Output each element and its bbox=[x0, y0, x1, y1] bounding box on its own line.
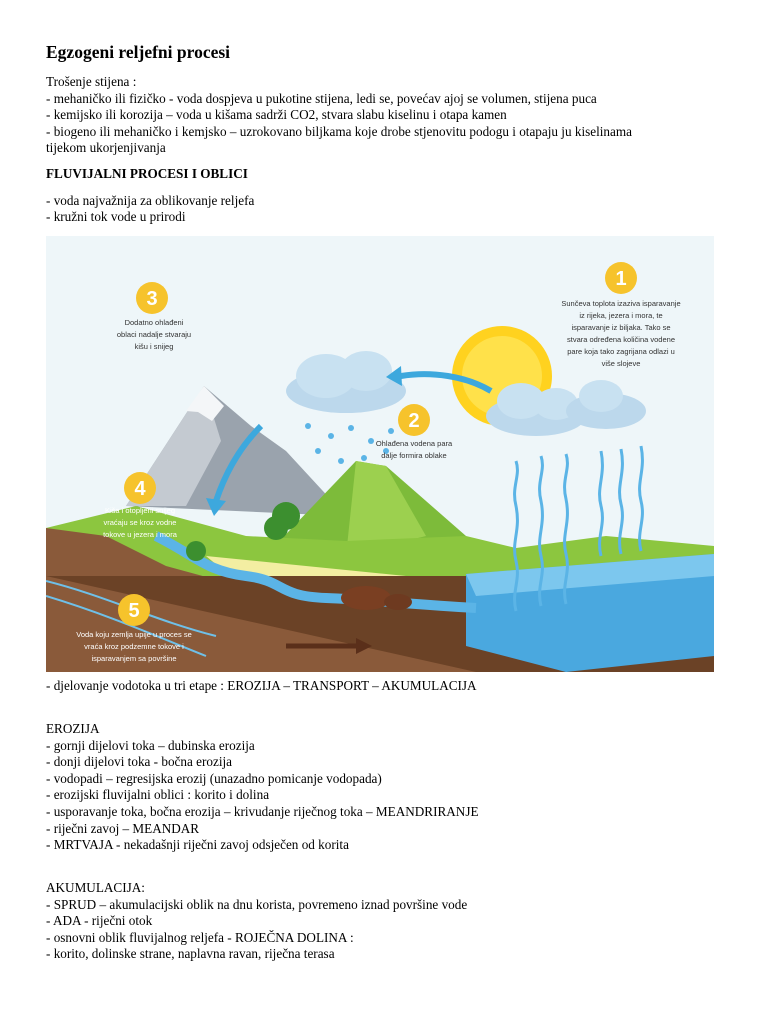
erosion-item: - vodopadi – regresijska erozij (unazadno pomicanje vodopada) bbox=[46, 770, 382, 786]
accumulation-item: - ADA - riječni otok bbox=[46, 913, 153, 929]
rock bbox=[341, 586, 391, 610]
water-cycle-diagram bbox=[46, 236, 714, 672]
svg-text:vraćaju se kroz vodne: vraćaju se kroz vodne bbox=[103, 518, 177, 527]
fluvial-item: - kružni tok vode u prirodi bbox=[46, 209, 186, 225]
svg-text:stvara određena količina voden: stvara određena količina vodene bbox=[567, 335, 675, 344]
svg-text:isparavanje iz biljaka. Tako s: isparavanje iz biljaka. Tako se bbox=[571, 323, 671, 332]
svg-text:5: 5 bbox=[128, 600, 140, 622]
fluvial-item: - voda najvažnija za oblikovanje reljefa bbox=[46, 192, 255, 208]
fluvial-section bbox=[46, 166, 254, 226]
step-badge bbox=[124, 472, 156, 504]
step-5-caption bbox=[76, 630, 192, 663]
svg-text:tokove u jezera i mora: tokove u jezera i mora bbox=[103, 530, 177, 539]
erosion-item: - erozijski fluvijalni oblici : korito i dolina bbox=[46, 787, 270, 803]
svg-text:vraća kroz podzemne tokove i: vraća kroz podzemne tokove i bbox=[84, 642, 184, 651]
erosion-item: - riječni zavoj – MEANDAR bbox=[46, 820, 200, 836]
step-badge bbox=[136, 282, 168, 314]
erosion-item: - gornji dijelovi toka – dubinska erozija bbox=[46, 737, 255, 753]
intro-item: - kemijsko ili korozija – voda u kišama sadrži CO2, stvara slabu kiselinu i otapa kamen bbox=[46, 107, 507, 123]
intro-label: Trošenje stijena : bbox=[46, 74, 137, 89]
fluvial-heading: FLUVIJALNI PROCESI I OBLICI bbox=[46, 166, 248, 181]
erosion-item: - usporavanje toka, bočna erozija – krivudanje riječnog toka – MEANDRIRANJE bbox=[46, 803, 479, 819]
svg-text:2: 2 bbox=[408, 410, 420, 432]
svg-text:pare koja tako zagrijana odlaz: pare koja tako zagrijana odlazi u bbox=[567, 347, 675, 356]
svg-text:Voda koju zemlja upije u proce: Voda koju zemlja upije u proces se bbox=[76, 630, 192, 639]
svg-text:više slojeve: više slojeve bbox=[601, 359, 641, 368]
step-badge bbox=[398, 404, 430, 436]
rock bbox=[384, 594, 412, 610]
accumulation-item: - SPRUD – akumulacijski oblik na dnu korista, povremeno iznad površine vode bbox=[46, 896, 468, 912]
svg-text:Kiša i otopljeni snijeg: Kiša i otopljeni snijeg bbox=[104, 506, 176, 515]
accumulation-item: - korito, dolinske strane, naplavna ravan, riječna terasa bbox=[46, 946, 335, 962]
erosion-item: - donji dijelovi toka - bočna erozija bbox=[46, 754, 233, 770]
step-badge bbox=[118, 594, 150, 626]
bush-icon bbox=[186, 541, 206, 561]
svg-text:kišu i snijeg: kišu i snijeg bbox=[134, 342, 174, 351]
intro-item: - mehaničko ili fizičko - voda dospjeva u pukotine stijena, ledi se, povećav ajoj se volumen, stijena puca bbox=[46, 90, 597, 106]
svg-text:3: 3 bbox=[146, 288, 158, 310]
accumulation-item: - osnovni oblik fluvijalnog reljefa - ROJEČNA DOLINA : bbox=[46, 929, 354, 945]
erosion-item: - MRTVAJA - nekadašnji riječni zavoj odsječen od korita bbox=[46, 837, 349, 853]
svg-text:dalje formira oblake: dalje formira oblake bbox=[381, 451, 447, 460]
svg-text:oblaci nadalje stvaraju: oblaci nadalje stvaraju bbox=[116, 330, 192, 339]
erosion-section bbox=[46, 721, 479, 854]
svg-text:Ohlađena vodena para: Ohlađena vodena para bbox=[375, 439, 453, 448]
accumulation-section bbox=[46, 880, 467, 963]
stages-line: - djelovanje vodotoka u tri etape : EROZIJA – TRANSPORT – AKUMULACIJA bbox=[46, 678, 477, 693]
page-title: Egzogeni reljefni procesi bbox=[46, 42, 231, 62]
intro-item: tijekom ukorjenjivanja bbox=[46, 140, 166, 156]
intro-section bbox=[46, 74, 632, 157]
step-badge bbox=[605, 262, 637, 294]
step-4-caption bbox=[103, 506, 178, 539]
water-cycle-illustration bbox=[46, 236, 714, 672]
svg-text:1: 1 bbox=[615, 268, 627, 290]
erosion-heading: EROZIJA bbox=[46, 721, 100, 736]
svg-text:isparavanjem sa površine: isparavanjem sa površine bbox=[91, 654, 177, 663]
intro-item: - biogeno ili mehaničko i kemjsko – uzrokovano biljkama koje drobe stjenovitu podogu i otapaju ju kiselinama bbox=[46, 123, 632, 139]
svg-text:Dodatno ohlađeni: Dodatno ohlađeni bbox=[124, 318, 184, 327]
svg-text:4: 4 bbox=[134, 478, 146, 500]
svg-text:Sunčeva toplota izaziva ispara: Sunčeva toplota izaziva isparavanje bbox=[561, 299, 681, 308]
stages-section bbox=[46, 678, 477, 695]
svg-text:iz rijeka, jezera i mora, te: iz rijeka, jezera i mora, te bbox=[579, 311, 663, 320]
accumulation-heading: AKUMULACIJA: bbox=[46, 880, 145, 895]
